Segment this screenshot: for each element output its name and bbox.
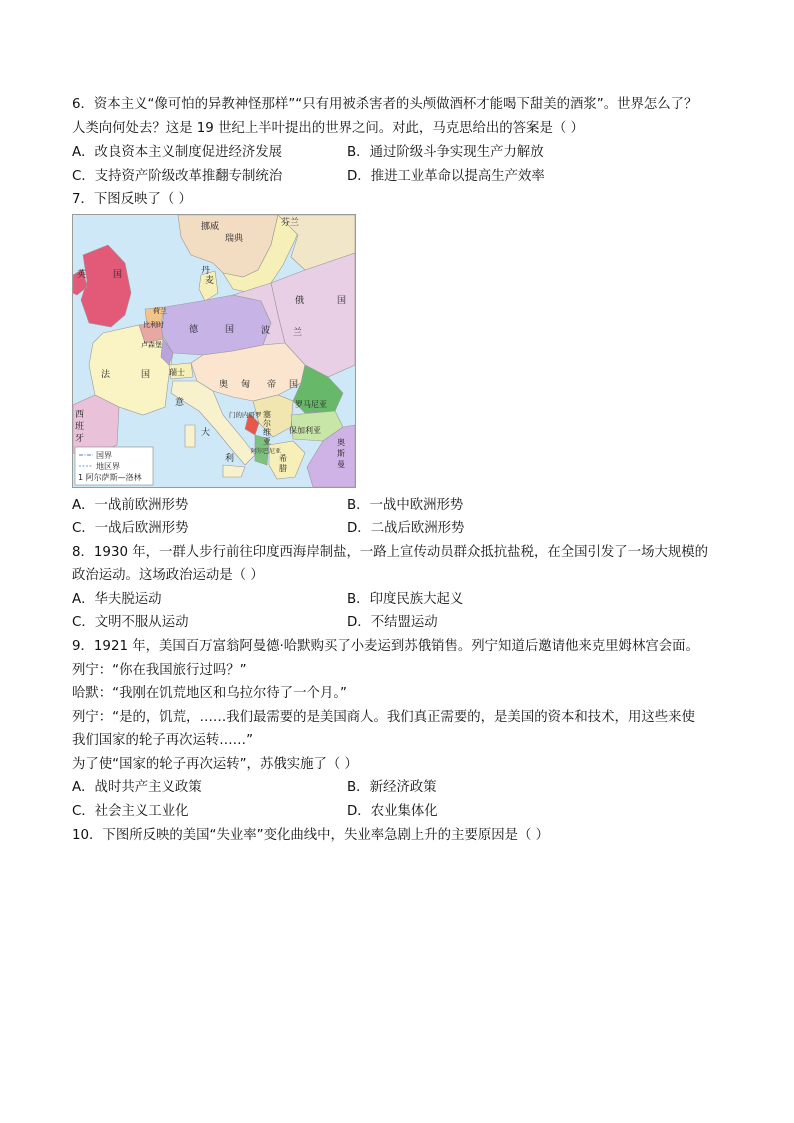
label-denmark-2: 麦 xyxy=(205,276,215,286)
q7-option-c[interactable]: C．一战后欧洲形势 xyxy=(72,521,189,536)
label-austria-4: 国 xyxy=(289,380,299,390)
label-serbia-4: 亚 xyxy=(263,437,271,446)
label-ottoman-3: 曼 xyxy=(337,460,345,469)
label-serbia-3: 维 xyxy=(263,428,271,437)
label-albania: 阿尔巴尼亚 xyxy=(251,448,282,455)
label-russia-1: 俄 xyxy=(295,296,305,306)
label-swiss: 瑞士 xyxy=(169,368,185,377)
q6-stem-line1: 6．资本主义“像可怕的异教神怪那样”“只有用被杀害者的头颅做酒杯才能喝下甜美的酒浆”。世界怎么了？ xyxy=(72,97,698,112)
label-greece-1: 希 xyxy=(279,454,287,463)
label-italy-3: 利 xyxy=(225,454,235,464)
legend-border-label: 国界 xyxy=(96,451,112,460)
q6-option-b[interactable]: B．通过阶级斗争实现生产力解放 xyxy=(347,145,544,160)
q8-option-c[interactable]: C．文明不服从运动 xyxy=(72,615,189,630)
q9-option-d[interactable]: D．农业集体化 xyxy=(347,804,438,819)
q8-option-b[interactable]: B．印度民族大起义 xyxy=(347,592,464,607)
label-uk: 英 xyxy=(77,270,87,280)
q6-option-c[interactable]: C．支持资产阶级改革推翻专制统治 xyxy=(72,169,283,184)
label-norway: 挪威 xyxy=(201,222,220,232)
q9-stem-line1: 9．1921 年，美国百万富翁阿曼德·哈默购买了小麦运到苏俄销售。列宁知道后邀请他来克里姆林宫会面。 xyxy=(72,639,699,654)
label-uk-2: 国 xyxy=(113,270,123,280)
label-ottoman-2: 斯 xyxy=(337,449,345,458)
label-netherlands: 荷兰 xyxy=(153,307,167,315)
q7-option-b[interactable]: B．一战中欧洲形势 xyxy=(347,498,464,513)
q9-option-b[interactable]: B．新经济政策 xyxy=(347,780,437,795)
label-germany-2: 国 xyxy=(225,325,235,335)
q8-stem-line2: 政治运动。这场政治运动是（ ） xyxy=(72,568,264,583)
label-bulgaria: 保加利亚 xyxy=(289,426,321,435)
label-finland: 芬兰 xyxy=(281,218,300,228)
label-romania: 罗马尼亚 xyxy=(295,400,327,409)
label-germany-1: 德 xyxy=(189,325,199,335)
q9-stem-line2: 列宁：“你在我国旅行过吗？” xyxy=(72,663,247,678)
label-italy-1: 意 xyxy=(175,398,185,408)
label-sweden: 瑞典 xyxy=(225,234,244,244)
q6-option-d[interactable]: D．推进工业革命以提高生产效率 xyxy=(347,169,545,184)
label-france-1: 法 xyxy=(101,370,111,380)
label-ottoman-1: 奥 xyxy=(337,438,345,447)
label-poland-2: 兰 xyxy=(293,328,303,338)
q7-option-d[interactable]: D．二战后欧洲形势 xyxy=(347,521,465,536)
label-belgium: 比利时 xyxy=(143,321,164,329)
label-serbia-2: 尔 xyxy=(263,419,271,428)
q9-stem-line6: 为了使“国家的轮子再次运转”，苏俄实施了（ ） xyxy=(72,757,358,772)
label-russia-2: 国 xyxy=(337,296,347,306)
map-legend xyxy=(75,447,153,485)
q9-stem-line4: 列宁：“是的，饥荒，……我们最需要的是美国商人。我们真正需要的，是美国的资本和技术，用这些来使 xyxy=(72,710,695,725)
q8-option-a[interactable]: A．华夫脱运动 xyxy=(72,592,162,607)
europe-map xyxy=(72,214,356,488)
label-austria-1: 奥 xyxy=(219,380,229,390)
label-austria-2: 匈 xyxy=(241,380,251,390)
q10-stem-line1: 10．下图所反映的美国“失业率”变化曲线中，失业率急剧上升的主要原因是（ ） xyxy=(72,828,550,843)
sicily-region xyxy=(223,465,245,477)
label-france-2: 国 xyxy=(141,370,151,380)
label-spain-3: 牙 xyxy=(75,434,85,444)
legend-region-label: 地区界 xyxy=(96,462,120,471)
label-luxembourg: 卢森堡 xyxy=(141,341,162,349)
sardinia-region xyxy=(185,425,195,447)
label-greece-2: 腊 xyxy=(279,464,287,473)
q6-option-a[interactable]: A．改良资本主义制度促进经济发展 xyxy=(72,145,283,160)
q8-option-d[interactable]: D．不结盟运动 xyxy=(347,615,438,630)
label-spain-1: 西 xyxy=(75,410,85,420)
q9-option-c[interactable]: C．社会主义工业化 xyxy=(72,804,189,819)
q7-stem: 7．下图反映了（ ） xyxy=(72,192,192,207)
label-serbia-1: 塞 xyxy=(263,410,271,419)
europe-map-svg xyxy=(73,215,355,487)
q7-option-a[interactable]: A．一战前欧洲形势 xyxy=(72,498,189,513)
label-italy-2: 大 xyxy=(201,428,211,438)
label-austria-3: 帝 xyxy=(267,380,277,390)
label-poland-1: 波 xyxy=(261,326,271,336)
label-spain-2: 班 xyxy=(75,422,85,432)
q6-stem-line2: 人类向何处去？这是 19 世纪上半叶提出的世界之问。对此，马克思给出的答案是（ ） xyxy=(72,121,584,136)
q9-stem-line3: 哈默：“我刚在饥荒地区和乌拉尔待了一个月。” xyxy=(72,686,347,701)
legend-note: 1 阿尔萨斯—洛林 xyxy=(78,473,142,482)
label-denmark: 丹 xyxy=(201,266,211,276)
label-montenegro: 门的内哥罗 xyxy=(229,411,262,419)
q9-stem-line5: 我们国家的轮子再次运转……” xyxy=(72,733,254,748)
q9-option-a[interactable]: A．战时共产主义政策 xyxy=(72,780,202,795)
q8-stem-line1: 8．1930 年，一群人步行前往印度西海岸制盐，一路上宣传动员群众抵抗盐税，在全国引发了一场大规模的 xyxy=(72,545,709,560)
